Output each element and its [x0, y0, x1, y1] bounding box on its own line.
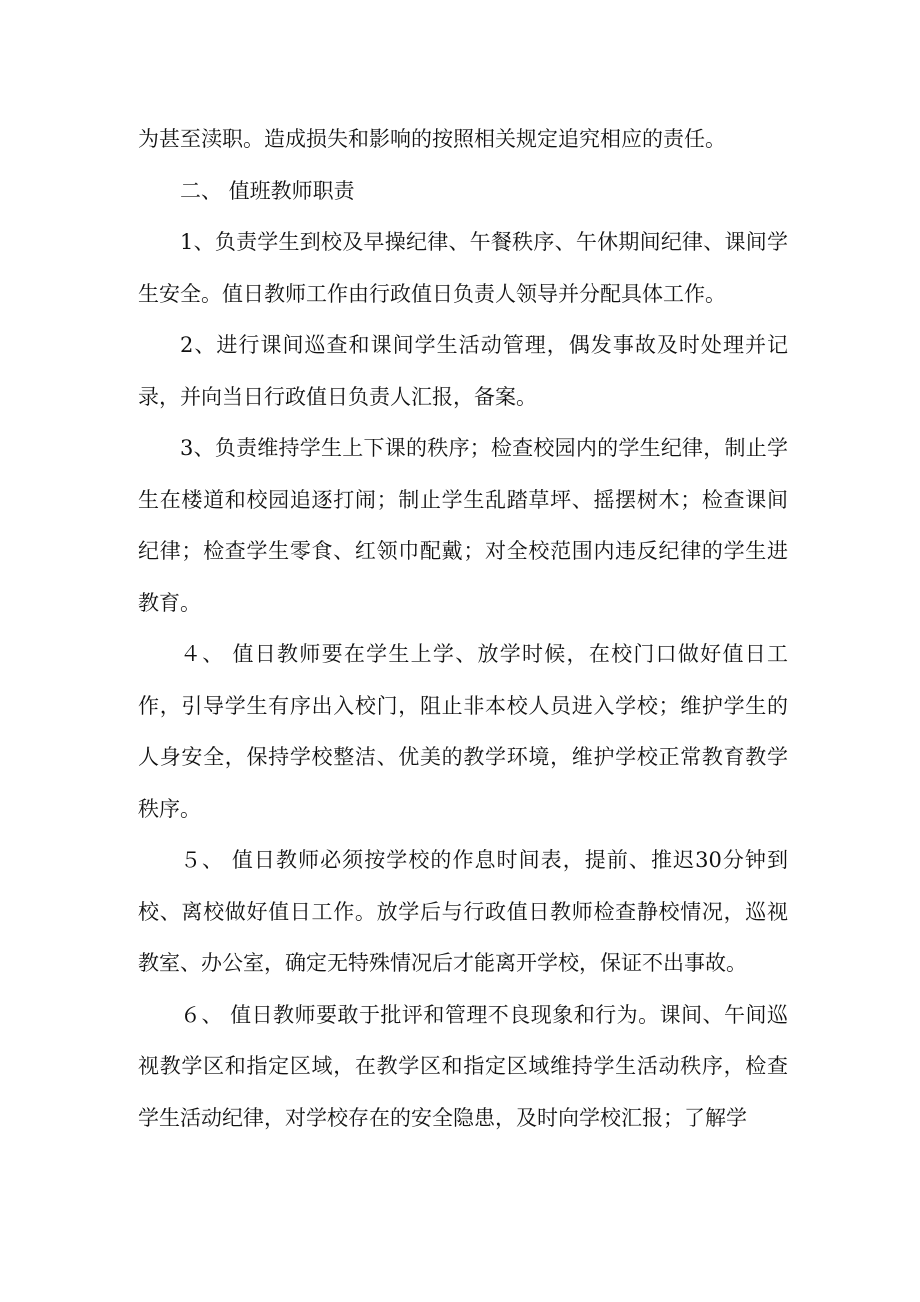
- paragraph-item-3: 3、负责维持学生上下课的秩序；检查校园内的学生纪律，制止学生在楼道和校园追逐打闹；制止学生乱踏草坪、摇摆树木；检查课间纪律；检查学生零食、红领巾配戴；对全校范围内违反纪律的学生进教育。: [138, 436, 788, 615]
- paragraph-item-6: ６、 值日教师要敢于批评和管理不良现象和行为。课间、午间巡视教学区和指定区域，在教学区和指定区域维持学生活动秩序，检查学生活动纪律，对学校存在的安全隐患，及时向学校汇报；了解学: [138, 1002, 788, 1130]
- paragraph-item-5: ５、 值日教师必须按学校的作息时间表，提前、推迟30分钟到校、离校做好值日工作。放学后与行政值日教师检查静校情况，巡视教室、办公室，确定无特殊情况后才能离开学校，保证不出事故。: [138, 848, 788, 975]
- paragraph-item-2: 2、进行课间巡查和课间学生活动管理，偶发事故及时处理并记录，并向当日行政值日负责人汇报，备案。: [138, 333, 788, 409]
- section-heading: 二、 值班教师职责: [180, 178, 355, 203]
- paragraph-continuation: 为甚至渎职。造成损失和影响的按照相关规定追究相应的责任。: [138, 127, 726, 151]
- paragraph-item-1: 1、负责学生到校及早操纪律、午餐秩序、午休期间纪律、课间学生安全。值日教师工作由行政值日负责人领导并分配具体工作。: [138, 230, 788, 306]
- document-body: [138, 114, 788, 1144]
- paragraph-item-4: ４、 值日教师要在学生上学、放学时候，在校门口做好值日工作，引导学生有序出入校门，阻止非本校人员进入学校；维护学生的人身安全，保持学校整洁、优美的教学环境，维护学校正常教育教学秩序。: [138, 642, 788, 821]
